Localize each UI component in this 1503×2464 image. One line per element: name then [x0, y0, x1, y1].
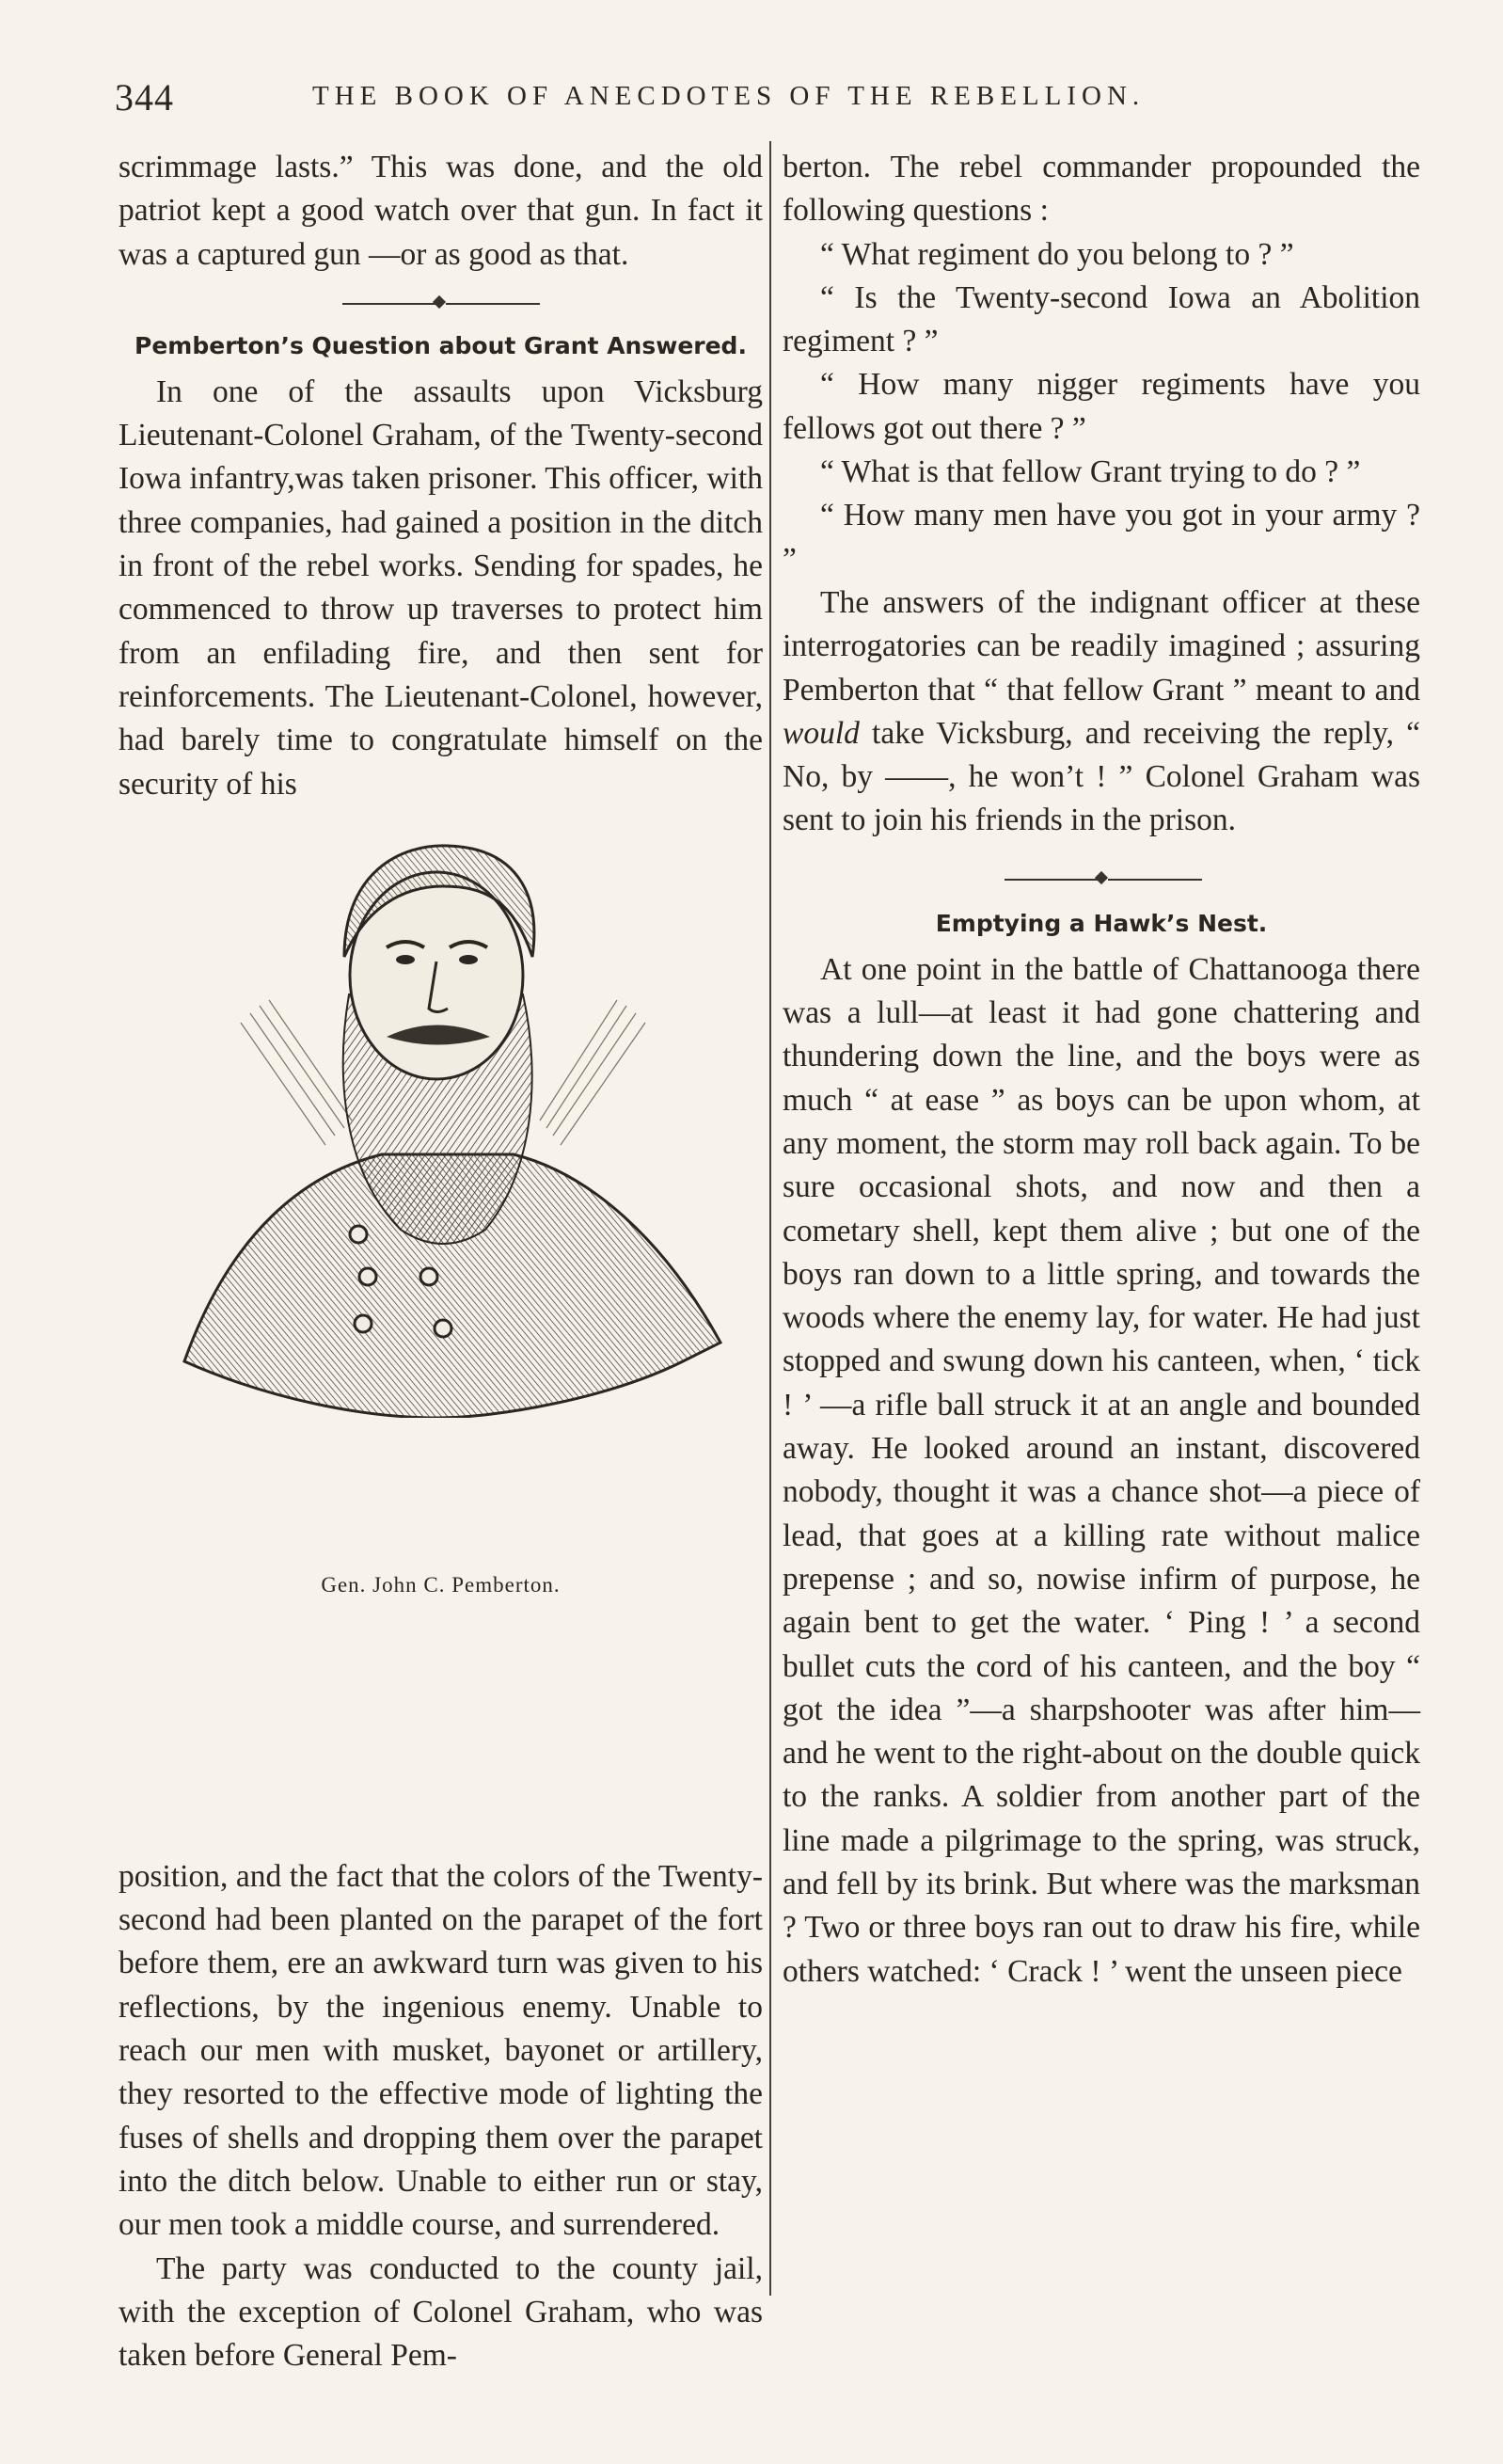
- page-number: 344: [115, 76, 174, 119]
- section-ornament: [119, 277, 763, 333]
- section-heading: Pemberton’s Question about Grant Answered.: [134, 331, 747, 359]
- paragraph: [783, 581, 1420, 843]
- figure-caption: Gen. John C. Pemberton.: [321, 1573, 561, 1597]
- answer-text: The answers of the indignant officer at these interrogatories can be readily imagined ; assuring Pemberton that “ that fellow Grant ” meant to and: [783, 584, 1420, 707]
- intro-paragraph: scrimmage lasts.” This was done, and the old patriot kept a good watch over that gun. In fact it was a captured gun —or as good as that.: [119, 150, 763, 272]
- section-heading: Emptying a Hawk’s Nest.: [935, 909, 1268, 937]
- question: “ What is that fellow Grant trying to do ? ”: [820, 454, 1361, 490]
- page-header: [115, 75, 1422, 122]
- paragraph: The party was conducted to the county jail, with the exception of Colonel Graham, who was taken before General Pem-: [119, 2250, 763, 2374]
- question: “ How many nigger regiments have you fellows got out there ? ”: [783, 367, 1420, 446]
- emphasis: would: [783, 715, 860, 751]
- question: “ How many men have you got in your army ? ”: [783, 498, 1420, 577]
- right-column: [783, 146, 1420, 1994]
- left-column: [119, 146, 763, 2377]
- answer-text: take Vicksburg, and receiving the reply, “ No, by ——, he won’t ! ” Colonel Graham was sent to join his friends in the prison.: [783, 715, 1420, 838]
- paragraph: berton. The rebel commander propounded the following questions :: [783, 150, 1420, 229]
- paragraph: position, and the fact that the colors of the Twenty-second had been planted on the parapet of the fort before them, ere an awkward turn was given to his reflections, by the ingenious enemy. Unable to reach our men with musket, bayonet or artillery, they resorted to the effective mode of lighting the fuses of shells and dropping them over the parapet into the ditch below. Unable to either run or stay, our men took a middle course, and surrendered.: [119, 1858, 763, 2243]
- portrait-engraving: [119, 835, 763, 1418]
- section-ornament: [783, 843, 1420, 911]
- portrait-figure: [119, 806, 763, 1855]
- question: “ Is the Twenty-second Iowa an Abolition regiment ? ”: [783, 279, 1420, 359]
- question: “ What regiment do you belong to ? ”: [820, 236, 1294, 272]
- paragraph: At one point in the battle of Chattanooga there was a lull—at least it had gone chattering and thundering down the line, and the boys were as much “ at ease ” as boys can be upon whom, at any moment, the storm may roll back again. To be sure occasional shots, and now and then a cometary shell, kept them alive ; but one of the boys ran down to a little spring, and towards the woods where the enemy lay, for water. He had just stopped and swung down his canteen, when, ‘ tick ! ’ —a rifle ball struck it at an angle and bounded away. He looked around an instant, discovered nobody, thought it was a chance shot—a piece of lead, that goes at a killing rate without malice prepense ; and so, nowise infirm of purpose, he again bent to get the water. ‘ Ping ! ’ a second bullet cuts the cord of his canteen, and the boy “ got the idea ”—a sharpshooter was after him—and he went to the right-about on the double quick to the ranks. A soldier from another part of the line made a pilgrimage to the spring, was struck, and fell by its brink. But where was the marksman ? Two or three boys ran out to draw his fire, while others watched: ‘ Crack ! ’ went the unseen piece: [783, 951, 1420, 1989]
- paragraph: In one of the assaults upon Vicksburg Lieutenant-Colonel Graham, of the Twenty-second Iowa infantry,was taken prisoner. This officer, with three companies, had gained a position in the ditch in front of the rebel works. Sending for spades, he commenced to throw up traverses to protect him from an enfilading fire, and then sent for reinforcements. The Lieutenant-Colonel, however, had barely time to congratulate himself on the security of his: [119, 374, 763, 802]
- column-rule: [769, 141, 771, 2296]
- running-title: THE BOOK OF ANECDOTES OF THE REBELLION.: [312, 81, 1146, 111]
